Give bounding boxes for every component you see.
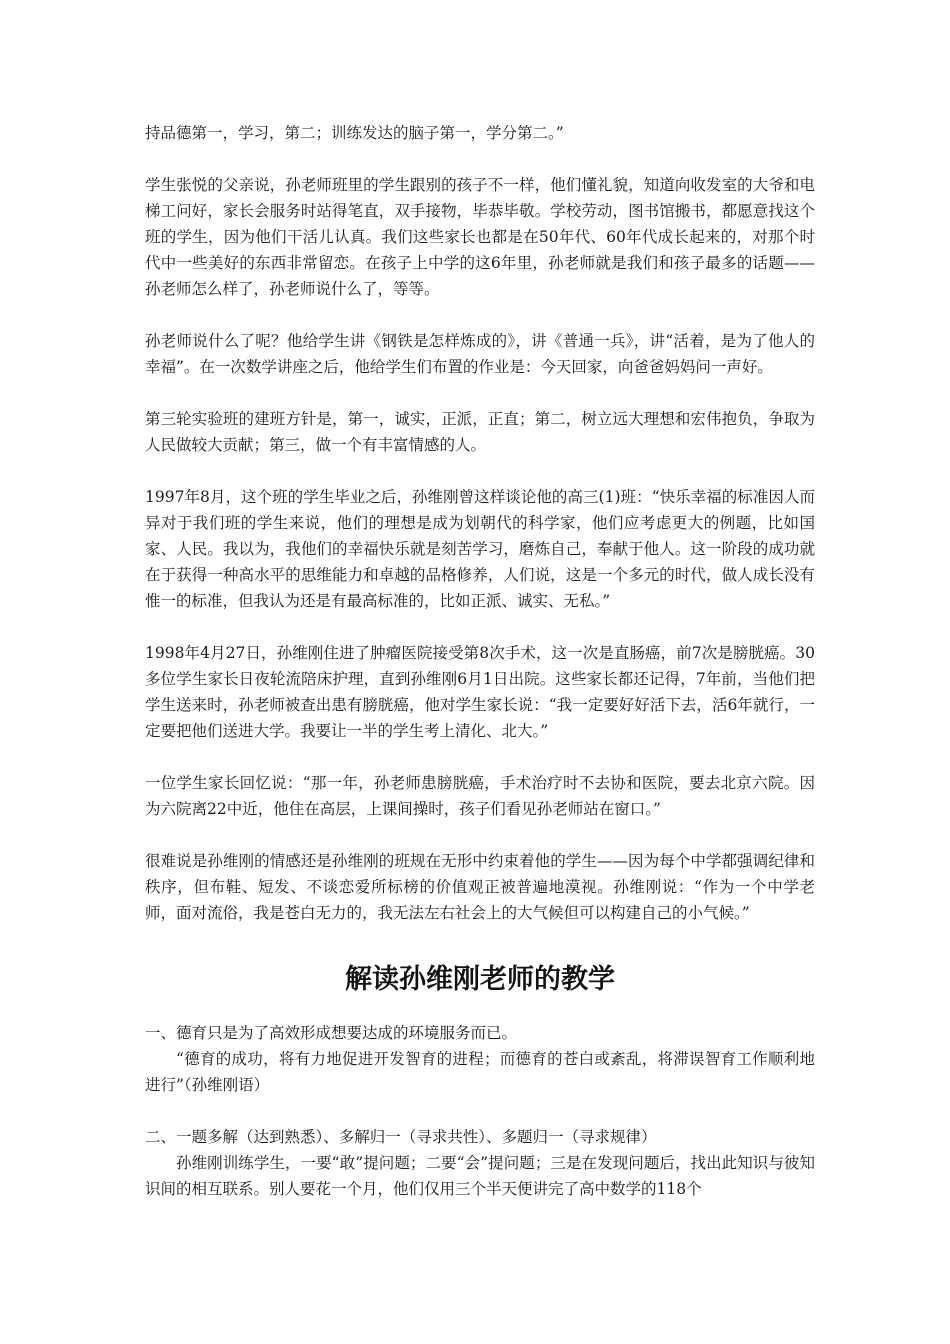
section-2-body: 孙维刚训练学生，一要“敢”提问题；二要“会”提问题；三是在发现问题后，找出此知识与彼知识间的相互联系。别人要花一个月，他们仅用三个半天便讲完了高中数学的118个	[145, 1154, 815, 1198]
paragraph-5: 1997年8月，这个班的学生毕业之后，孙维刚曾这样谈论他的高三(1)班：“快乐幸福的标准因人而异对于我们班的学生来说，他们的理想是成为划朝代的科学家，他们应考虑更大的例题，比如国家、人民。我以为，我他们的幸福快乐就是刻苦学习，磨炼自己，奉献于他人。这一阶段的成功就在于获得一种高水平的思维能力和卓越的品格修养，人们说，这是一个多元的时代，做人成长没有惟一的标准，但我认为还是有最高标准的，比如正派、诚实、无私。”	[145, 488, 815, 610]
section-heading: 解读孙维刚老师的教学	[345, 964, 615, 995]
document-body	[145, 120, 815, 1228]
section-1	[145, 1020, 815, 1098]
paragraph-3: 孙老师说什么了呢？他给学生讲《钢铁是怎样炼成的》，讲《普通一兵》，讲“活着，是为了他人的幸福”。在一次数学讲座之后，他给学生们布置的作业是：今天回家，向爸爸妈妈问一声好。	[145, 332, 815, 376]
section-1-title: 一、德育只是为了高效形成想要达成的环境服务而已。	[145, 1024, 518, 1042]
section-1-body: “德育的成功，将有力地促进开发智育的进程；而德育的苍白或紊乱，将滞误智育工作顺利地进行”（孙维刚语）	[145, 1050, 815, 1094]
section-2-title: 二、一题多解（达到熟悉）、多解归一（寻求共性）、多题归一（寻求规律）	[145, 1128, 657, 1146]
section-2	[145, 1124, 815, 1202]
paragraph-4: 第三轮实验班的建班方针是，第一，诚实，正派，正直；第二，树立远大理想和宏伟抱负，争取为人民做较大贡献；第三，做一个有丰富情感的人。	[145, 410, 815, 454]
paragraph-2: 学生张悦的父亲说，孙老师班里的学生跟别的孩子不一样，他们懂礼貌，知道向收发室的大爷和电梯工问好，家长会服务时站得笔直，双手接物，毕恭毕敬。学校劳动，图书馆搬书，都愿意找这个班的学生，因为他们干活儿认真。我们这些家长也都是在50年代、60年代成长起来的，对那个时代中一些美好的东西非常留恋。在孩子上中学的这6年里，孙老师就是我们和孩子最多的话题——孙老师怎么样了，孙老师说什么了，等等。	[145, 176, 815, 298]
paragraph-7: 一位学生家长回忆说：“那一年，孙老师患膀胱癌，手术治疗时不去协和医院，要去北京六院。因为六院离22中近，他住在高层，上课间操时，孩子们看见孙老师站在窗口。”	[145, 774, 815, 818]
paragraph-8: 很难说是孙维刚的情感还是孙维刚的班规在无形中约束着他的学生——因为每个中学都强调纪律和秩序，但布鞋、短发、不谈恋爱所标榜的价值观正被普遍地漠视。孙维刚说：“作为一个中学老师，面对流俗，我是苍白无力的，我无法左右社会上的大气候但可以构建自己的小气候。”	[145, 852, 815, 922]
paragraph-6: 1998年4月27日，孙维刚住进了肿瘤医院接受第8次手术，这一次是直肠癌，前7次是膀胱癌。30多位学生家长日夜轮流陪床护理，直到孙维刚6月1日出院。这些家长都还记得，7年前，当他们把学生送来时，孙老师被查出患有膀胱癌，他对学生家长说：“我一定要好好活下去，活6年就行，一定要把他们送进大学。我要让一半的学生考上清化、北大。”	[145, 644, 815, 740]
paragraph-1: 持品德第一，学习，第二；训练发达的脑子第一，学分第二。”	[145, 124, 564, 142]
